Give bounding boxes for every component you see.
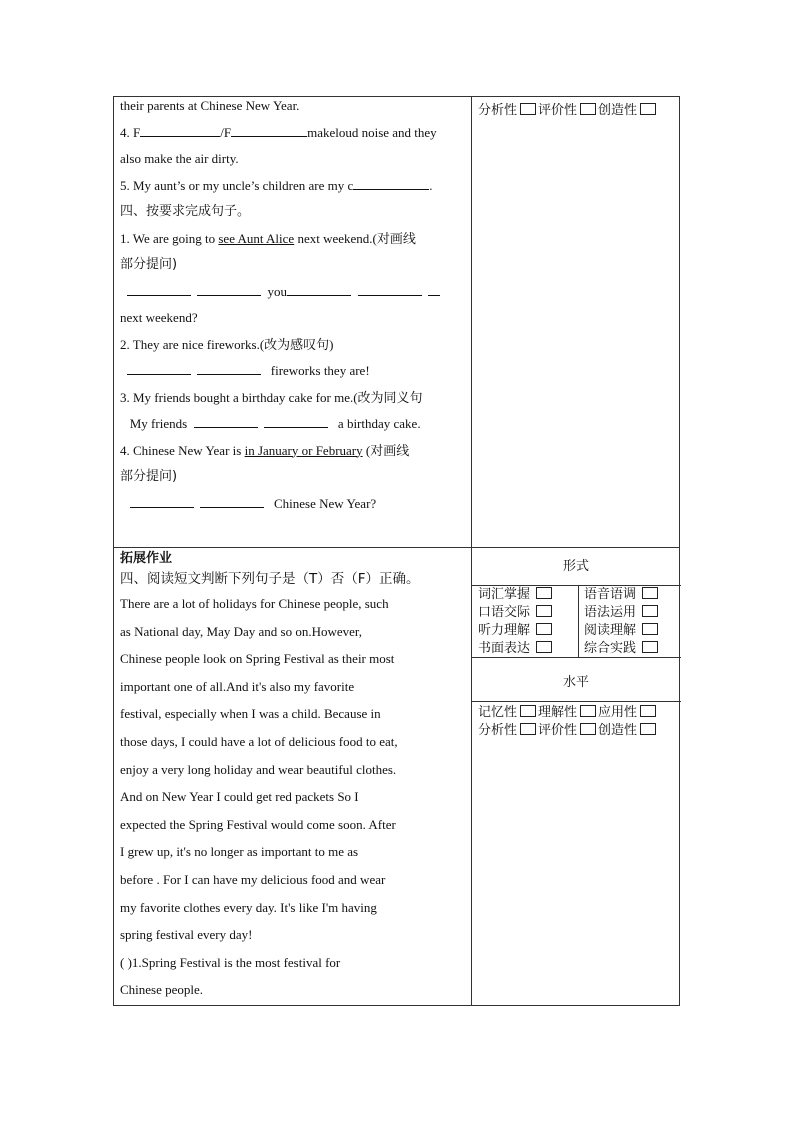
text-line — [120, 491, 464, 518]
q2-text: 2. They are nice fireworks.(改为感叹句) — [120, 336, 334, 352]
assignment-table — [113, 96, 680, 1006]
text-line — [120, 226, 464, 253]
passage-line: as National day, May Day and so on.However, — [120, 623, 362, 639]
answer-blank[interactable] — [127, 360, 191, 375]
checkbox[interactable] — [580, 723, 596, 735]
passage-line: those days, I could have a lot of delicious food to eat, — [120, 733, 398, 749]
passage-line: And on New Year I could get red packets So I — [120, 789, 359, 805]
text-line — [120, 438, 464, 465]
checkbox[interactable] — [536, 623, 552, 635]
q1-text: 1. We are going to — [120, 230, 219, 246]
form-item — [584, 622, 660, 640]
q1-you: you — [267, 283, 287, 299]
item-4-label: 4. F — [120, 124, 141, 140]
answer-blank[interactable] — [130, 493, 194, 508]
form-label: 口语交际 — [478, 605, 531, 620]
checkbox[interactable] — [520, 723, 536, 735]
answer-blank[interactable] — [197, 360, 261, 375]
level-label: 分析性 — [478, 103, 518, 118]
text-line — [120, 120, 464, 147]
passage-line: There are a lot of holidays for Chinese people, such — [120, 596, 389, 611]
extension-heading: 拓展作业 — [120, 551, 173, 566]
section-title: 四、按要求完成句子。 — [120, 204, 251, 219]
answer-blank[interactable] — [264, 413, 328, 428]
answer-blank[interactable] — [358, 281, 422, 296]
level-label: 记忆性 — [478, 705, 518, 720]
form-label: 语法运用 — [584, 605, 637, 620]
form-label: 综合实践 — [584, 641, 637, 656]
form-label: 听力理解 — [478, 623, 531, 638]
question-1: ( )1.Spring Festival is the most festival for — [120, 954, 341, 970]
row-divider — [114, 547, 679, 548]
form-item — [478, 622, 554, 640]
form-left-list — [478, 586, 554, 658]
text-line: their parents at Chinese New Year. — [120, 98, 300, 113]
form-item — [584, 586, 660, 604]
text-line — [120, 173, 464, 200]
passage-line: festival, especially when I was a child. Because in — [120, 706, 381, 722]
q4-underlined: in January or February — [244, 442, 363, 458]
answer-blank[interactable] — [127, 281, 191, 296]
question-1-end: Chinese people. — [120, 982, 204, 998]
level-label: 创造性 — [598, 103, 638, 118]
text-line — [120, 411, 464, 438]
item-4-rest: makeloud noise and they — [307, 124, 437, 140]
passage-line: Chinese people look on Spring Festival as their most — [120, 651, 395, 667]
checkbox[interactable] — [520, 705, 536, 717]
level-label: 理解性 — [538, 705, 578, 720]
reading-passage — [120, 590, 464, 1004]
level-label: 评价性 — [538, 103, 578, 118]
form-item — [478, 640, 554, 658]
answer-blank[interactable] — [428, 281, 440, 296]
checkbox[interactable] — [520, 103, 536, 115]
answer-blank[interactable] — [194, 413, 258, 428]
text-line: also make the air dirty. — [120, 151, 239, 166]
form-label: 语音语调 — [584, 587, 637, 602]
checkbox[interactable] — [642, 641, 658, 653]
answer-blank[interactable] — [197, 281, 261, 296]
top-exercise-cell — [120, 93, 464, 517]
form-label: 词汇掌握 — [478, 587, 531, 602]
column-divider — [471, 97, 472, 1005]
reading-task-title: 四、阅读短文判断下列句子是（T）否（F）正确。 — [120, 571, 420, 587]
form-item — [584, 604, 660, 622]
text-line — [120, 358, 464, 385]
form-title: 形式 — [562, 559, 589, 574]
q1-underlined: see Aunt Alice — [218, 230, 295, 246]
item-5-end: . — [429, 177, 433, 193]
form-label: 阅读理解 — [584, 623, 637, 638]
answer-blank[interactable] — [353, 175, 429, 190]
answer-blank[interactable] — [287, 281, 351, 296]
level-row — [478, 704, 658, 722]
level-label: 应用性 — [598, 705, 638, 720]
level-label: 创造性 — [598, 723, 638, 738]
level-row — [478, 722, 658, 740]
q2-end: fireworks they are! — [270, 363, 370, 378]
checkbox[interactable] — [642, 605, 658, 617]
passage-line: before . For I can have my delicious food and wear — [120, 871, 386, 887]
q4-note: (对画线 — [362, 442, 410, 458]
passage-line: important one of all.And it's also my favorite — [120, 678, 355, 694]
extension-heading-block — [120, 549, 464, 589]
passage-line: spring festival every day! — [120, 927, 253, 943]
q4-text: 4. Chinese New Year is — [120, 442, 245, 458]
passage-line: I grew up, it's no longer as important to me as — [120, 844, 359, 860]
checkbox[interactable] — [580, 103, 596, 115]
q4-end: Chinese New Year? — [274, 495, 377, 511]
level-header-divider — [471, 701, 681, 702]
passage-line: enjoy a very long holiday and wear beautiful clothes. — [120, 761, 397, 777]
form-sub-divider — [578, 585, 579, 657]
top-level-row — [478, 99, 658, 118]
checkbox[interactable] — [640, 723, 656, 735]
checkbox[interactable] — [580, 705, 596, 717]
text-line — [120, 279, 464, 306]
q3-end: a birthday cake. — [337, 416, 421, 431]
q3-text: 3. My friends bought a birthday cake for me.(改为同义句 — [120, 389, 423, 405]
form-right-list — [584, 586, 660, 658]
text-line — [120, 332, 464, 359]
checkbox[interactable] — [536, 587, 552, 599]
level-title: 水平 — [562, 675, 589, 690]
item-4-sep: /F — [220, 124, 232, 140]
checkbox[interactable] — [642, 587, 658, 599]
passage-line: expected the Spring Festival would come soon. After — [120, 816, 396, 832]
q1-end: next weekend? — [120, 310, 198, 325]
answer-blank[interactable] — [231, 122, 307, 137]
level-label: 评价性 — [538, 723, 578, 738]
answer-blank[interactable] — [200, 493, 264, 508]
q3-start: My friends — [129, 416, 188, 431]
level-label: 分析性 — [478, 723, 518, 738]
passage-line: my favorite clothes every day. It's like I'm having — [120, 899, 377, 915]
form-item — [478, 586, 554, 604]
q4-note-cont: 部分提问) — [120, 469, 178, 484]
q1-note-cont: 部分提问) — [120, 257, 178, 272]
item-5-label: 5. My aunt’s or my uncle’s children are my c — [120, 177, 354, 193]
form-label: 书面表达 — [478, 641, 531, 656]
checkbox[interactable] — [536, 641, 552, 653]
q1-note: next weekend.(对画线 — [294, 230, 416, 246]
checkbox[interactable] — [640, 705, 656, 717]
checkbox[interactable] — [640, 103, 656, 115]
form-item — [584, 640, 660, 658]
answer-blank[interactable] — [140, 122, 220, 137]
level-rows — [478, 704, 658, 740]
checkbox[interactable] — [642, 623, 658, 635]
form-item — [478, 604, 554, 622]
checkbox[interactable] — [536, 605, 552, 617]
